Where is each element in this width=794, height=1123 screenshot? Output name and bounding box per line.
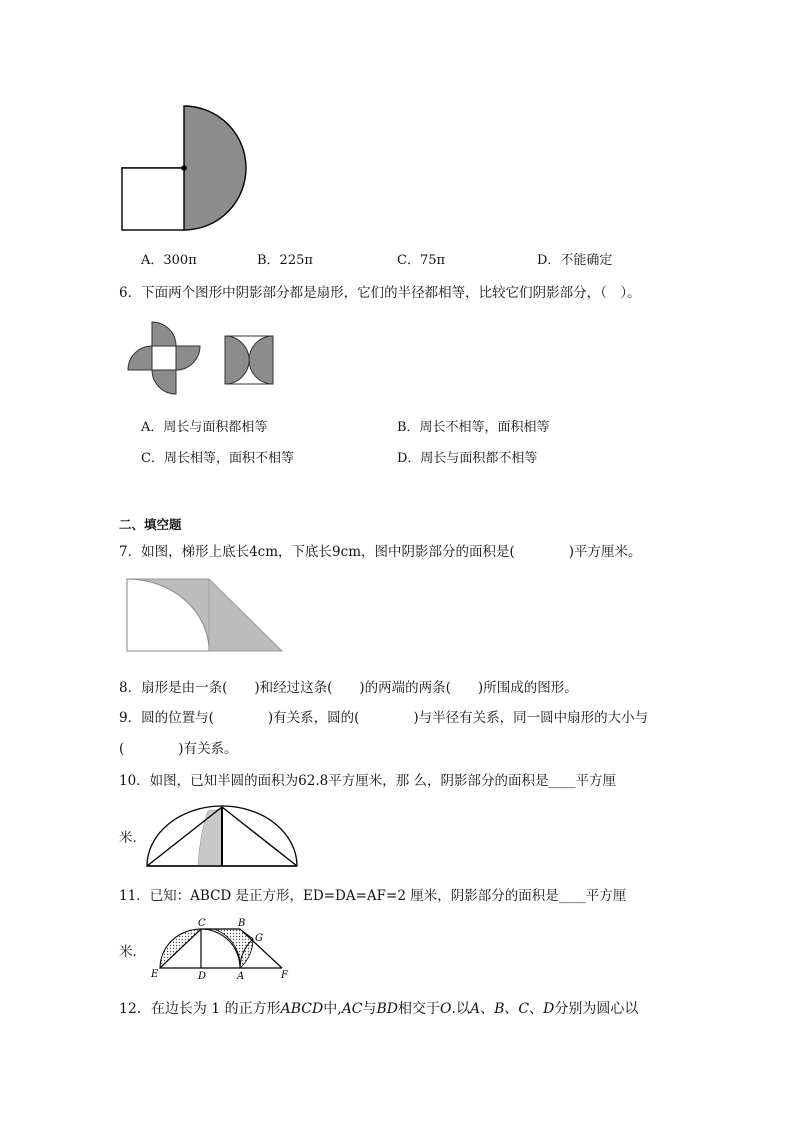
q11-line1: 11．已知：ABCD 是正方形，ED=DA=AF=2 厘米，阴影部分的面积是____平方厘	[119, 888, 627, 904]
q11-figure	[148, 920, 298, 980]
q12-d: D	[543, 1001, 555, 1017]
q12-mid1: 中,	[323, 1001, 342, 1017]
q12-stem	[119, 998, 638, 1018]
q12-c: C	[518, 1001, 530, 1017]
q6-option-a[interactable]: A．周长与面积都相等	[141, 420, 268, 435]
q6-sector-bottom	[152, 370, 176, 394]
q6-sector-right	[176, 346, 200, 370]
q5-option-a[interactable]: A．300π	[141, 253, 197, 268]
q10-figure	[146, 803, 302, 867]
q12-sep2: 、	[504, 1001, 519, 1017]
q6-center-square	[152, 346, 176, 370]
q7-stem: 7．如图，梯形上底长4cm，下底长9cm，图中阴影部分的面积是( )平方厘米。	[119, 544, 642, 560]
q11-line2: 米．	[119, 944, 146, 960]
q12-a: A	[469, 1001, 481, 1017]
q5-square	[122, 168, 184, 230]
q6-stem: 6．下面两个图形中阴影部分都是扇形，它们的半径都相等，比较它们阴影部分，（ ）。	[119, 285, 641, 301]
q5-center-dot	[181, 165, 187, 171]
q12-ac: AC	[341, 1001, 363, 1017]
q11-label-g: G	[255, 933, 263, 944]
section-title: 二、填空题	[119, 517, 182, 532]
q6-sector-top	[152, 322, 176, 346]
q5-option-d[interactable]: D．不能确定	[537, 253, 613, 268]
q10-line1: 10．如图，已知半圆的面积为62.8平方厘米，那 么，阴影部分的面积是____平方厘	[119, 773, 617, 789]
q9-line2: ( )有关系。	[119, 741, 238, 757]
q11-label-d: D	[198, 971, 207, 982]
q12-sep1: 、	[480, 1001, 495, 1017]
q12-bd: BD	[376, 1001, 399, 1017]
q11-label-b: B	[238, 918, 246, 929]
q11-label-a: A	[237, 971, 245, 982]
q11-label-e: E	[151, 969, 159, 980]
q8-stem: 8．扇形是由一条( )和经过这条( )的两端的两条( )所围成的图形。	[119, 680, 578, 696]
q12-mid2: 与	[362, 1001, 377, 1017]
q6-option-c[interactable]: C．周长相等，面积不相等	[141, 451, 294, 466]
q12-abcd: ABCD	[280, 1001, 324, 1017]
q11-label-c: C	[198, 918, 206, 929]
q6-sector-left	[128, 346, 152, 370]
q10-line2: 米．	[119, 830, 146, 846]
q5-figure	[118, 115, 248, 230]
q12-mid4: .以	[451, 1001, 470, 1017]
q9-line1: 9．圆的位置与( )有关系，圆的( )与半径有关系，同一圆中扇形的大小与	[119, 710, 649, 726]
q6-option-d[interactable]: D．周长与面积都不相等	[397, 451, 538, 466]
q5-option-b[interactable]: B．225π	[257, 253, 313, 268]
q12-prefix: 12．在边长为 1 的正方形	[119, 1001, 281, 1017]
q12-sep3: 、	[529, 1001, 544, 1017]
q12-suffix: 分别为圆心以	[554, 1001, 639, 1017]
q12-b: B	[494, 1001, 505, 1017]
q6-figure-square	[224, 335, 274, 385]
q12-mid3: 相交于	[398, 1001, 441, 1017]
q11-label-f: F	[281, 970, 288, 981]
q6-option-b[interactable]: B．周长不相等，面积相等	[397, 420, 550, 435]
q6-figure-pinwheel	[126, 320, 202, 396]
q5-option-c[interactable]: C．75π	[397, 253, 446, 268]
q7-figure	[125, 577, 285, 653]
q12-o: O	[440, 1001, 452, 1017]
